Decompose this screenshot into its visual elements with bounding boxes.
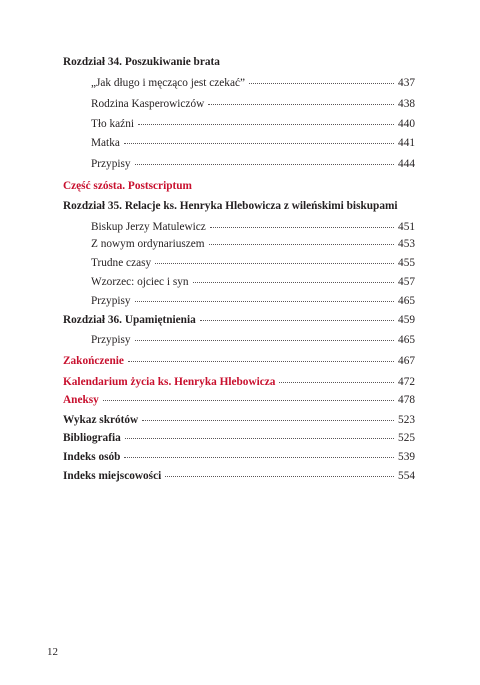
dot-leader (142, 419, 394, 421)
toc-entry-page: 467 (398, 355, 415, 367)
toc-entry-title: „Jak długo i męcząco jest czekać” (91, 77, 245, 89)
toc-entry-title: Przypisy (91, 158, 131, 170)
toc-entry-title: Rozdział 35. Relacje ks. Henryka Hlebowicza z wileńskimi biskupami (63, 200, 398, 212)
toc-entry-page: 440 (398, 118, 415, 130)
toc-entry-page: 472 (398, 376, 415, 388)
toc-entry (91, 97, 415, 112)
dot-leader (210, 226, 394, 228)
toc-entry-page: 455 (398, 257, 415, 269)
toc-entry (91, 136, 415, 151)
dot-leader (165, 475, 394, 477)
toc-entry-title: Zakończenie (63, 355, 124, 367)
toc-entry-page: 459 (398, 314, 415, 326)
toc-index-places (63, 469, 415, 484)
dot-leader (124, 142, 394, 144)
toc-entry-title: Trudne czasy (91, 257, 152, 269)
toc-entry-page: 525 (398, 432, 415, 444)
toc-index-persons (63, 450, 415, 465)
toc-entry-title: Bibliografia (63, 432, 121, 444)
toc-entry-title: Aneksy (63, 394, 99, 406)
toc-entry (91, 157, 415, 172)
toc-entry (91, 237, 415, 252)
toc-entry-title: Z nowym ordynariuszem (91, 238, 205, 250)
toc-entry-title: Indeks miejscowości (63, 470, 162, 482)
toc-entry-title: Wzorzec: ojciec i syn (91, 276, 189, 288)
toc-entry (91, 275, 415, 290)
dot-leader (200, 319, 394, 321)
toc-entry-page: 554 (398, 470, 415, 482)
toc-entry-title: Biskup Jerzy Matulewicz (91, 221, 206, 233)
toc-entry-page: 441 (398, 137, 415, 149)
toc-bibliography (63, 431, 415, 446)
toc-entry-page: 523 (398, 414, 415, 426)
dot-leader (193, 281, 395, 283)
dot-leader (135, 300, 395, 302)
toc-annexes (63, 393, 415, 408)
toc-part-6 (63, 179, 415, 194)
dot-leader (208, 103, 394, 105)
toc-chapter-35 (63, 199, 415, 214)
toc-calendar (63, 375, 415, 390)
toc-entry-page: 465 (398, 334, 415, 346)
dot-leader (103, 399, 394, 401)
dot-leader (125, 437, 394, 439)
dot-leader (124, 456, 394, 458)
toc-entry-page: 539 (398, 451, 415, 463)
toc-entry-page: 451 (398, 221, 415, 233)
toc-entry-title: Przypisy (91, 295, 131, 307)
dot-leader (155, 262, 394, 264)
page-number: 12 (47, 646, 58, 658)
toc-entry (91, 76, 415, 91)
dot-leader (135, 339, 395, 341)
toc-entry-title: Wykaz skrótów (63, 414, 139, 426)
toc-entry (91, 117, 415, 132)
toc-entry-page: 453 (398, 238, 415, 250)
toc-entry-title: Rozdział 36. Upamiętnienia (63, 314, 196, 326)
toc-conclusion (63, 354, 415, 369)
toc-entry-title: Część szósta. Postscriptum (63, 180, 192, 192)
toc-entry (91, 220, 415, 235)
toc-entry-title: Matka (91, 137, 120, 149)
dot-leader (279, 381, 394, 383)
toc-entry-page: 457 (398, 276, 415, 288)
toc-entry (91, 333, 415, 348)
dot-leader (249, 82, 394, 84)
toc-entry-title: Rozdział 34. Poszukiwanie brata (63, 56, 220, 68)
toc-entry-page: 444 (398, 158, 415, 170)
toc-entry-title: Przypisy (91, 334, 131, 346)
dot-leader (209, 243, 394, 245)
toc-entry (91, 294, 415, 309)
toc-entry-title: Tło kaźni (91, 118, 134, 130)
dot-leader (128, 360, 394, 362)
toc-abbreviations (63, 413, 415, 428)
dot-leader (135, 163, 395, 165)
toc-entry-title: Kalendarium życia ks. Henryka Hlebowicza (63, 376, 276, 388)
toc-chapter-36 (63, 313, 415, 328)
toc-entry-page: 438 (398, 98, 415, 110)
toc-entry-title: Indeks osób (63, 451, 121, 463)
toc-chapter-34 (63, 55, 415, 70)
toc-entry (91, 256, 415, 271)
toc-entry-page: 437 (398, 77, 415, 89)
dot-leader (138, 123, 394, 125)
toc-entry-title: Rodzina Kasperowiczów (91, 98, 205, 110)
toc-entry-page: 465 (398, 295, 415, 307)
toc-entry-page: 478 (398, 394, 415, 406)
